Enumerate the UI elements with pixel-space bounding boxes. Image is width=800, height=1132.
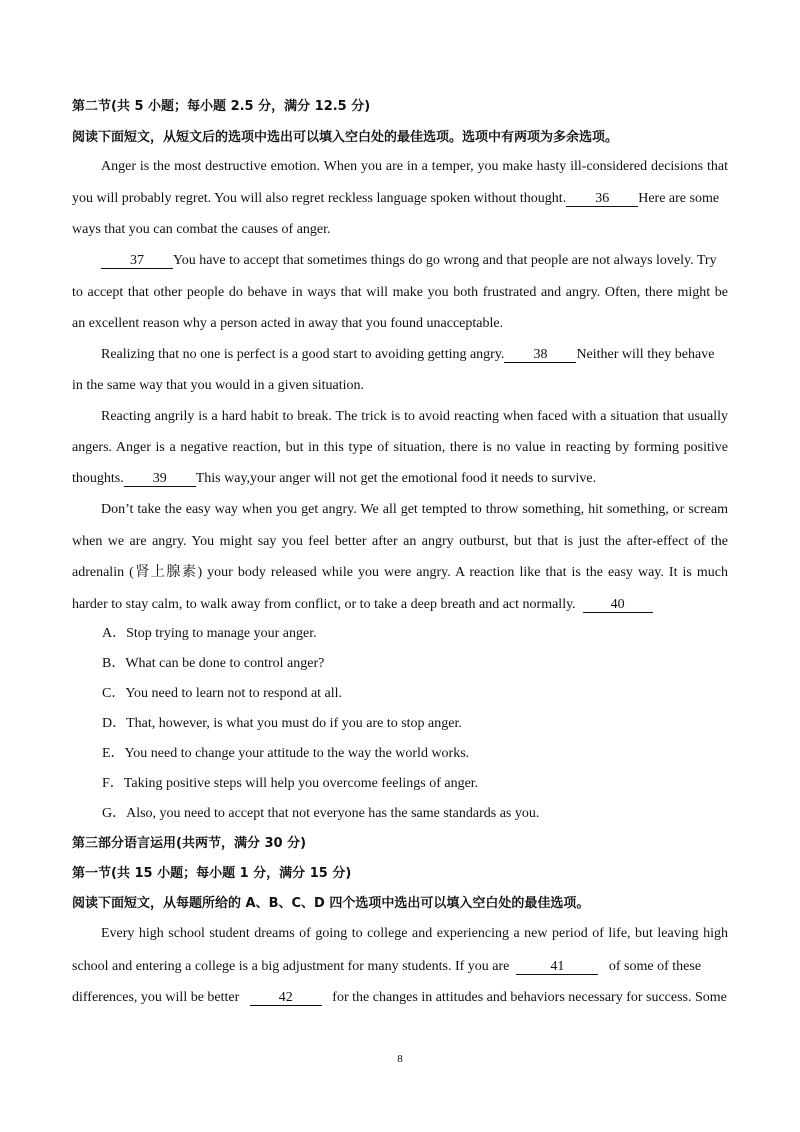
paragraph-line (72, 958, 728, 976)
paragraph-line: an excellent reason why a person acted in away that you found unacceptable. (72, 316, 504, 331)
text-span: thoughts. (72, 471, 124, 486)
blank-40[interactable]: 40 (583, 598, 653, 613)
paragraph-line: Don’t take the easy way when you get angry. We all get tempted to throw something, hit something, or scream (101, 502, 728, 517)
paragraph-line: ways that you can combat the causes of anger. (72, 222, 331, 237)
paragraph-line: Anger is the most destructive emotion. When you are in a temper, you make hasty ill-considered decisions that (101, 159, 728, 174)
option-g: G．Also, you need to accept that not everyone has the same standards as you. (102, 806, 540, 821)
text-span: This way,your anger will not get the emotional food it needs to survive. (195, 471, 597, 486)
blank-37[interactable]: 37 (101, 254, 173, 269)
paragraph-line (72, 252, 757, 270)
option-a: A．Stop trying to manage your anger. (102, 626, 317, 641)
paragraph-line: angers. Anger is a negative reaction, but in this type of situation, there is no value in reacting by forming positive (72, 440, 728, 455)
text-span: Realizing that no one is perfect is a good start to avoiding getting angry. (101, 347, 505, 362)
section-instruction: 阅读下面短文，从短文后的选项中选出可以填入空白处的最佳选项。选项中有两项为多余选项。 (72, 130, 619, 145)
option-d: D．That, however, is what you must do if you are to stop anger. (102, 716, 462, 731)
blank-41[interactable]: 41 (516, 960, 598, 975)
section-heading: 第二节(共 5 小题；每小题 2.5 分，满分 12.5 分) (72, 99, 371, 114)
part-heading: 第三部分语言运用(共两节，满分 30 分) (72, 836, 307, 851)
blank-38[interactable]: 38 (504, 348, 576, 363)
text-span: differences, you will be better (72, 990, 240, 1005)
paragraph-line (72, 470, 728, 488)
text-span: for the changes in attitudes and behaviors necessary for success. Some (332, 990, 727, 1005)
paragraph-line: when we are angry. You might say you feel better after an angry outburst, but that is just the after-effect of the (72, 534, 728, 549)
paragraph-line: adrenalin (肾上腺素) your body released while you were angry. A reaction like that is the easy way. It is much (72, 565, 728, 580)
paragraph-line: Every high school student dreams of going to college and experiencing a new period of life, but leaving high (101, 926, 728, 941)
blank-42[interactable]: 42 (250, 991, 322, 1006)
paragraph-line (72, 989, 728, 1007)
blank-39[interactable]: 39 (124, 472, 196, 487)
blank-36[interactable]: 36 (566, 192, 638, 207)
page-number: 8 (397, 1053, 403, 1065)
option-c: C．You need to learn not to respond at all. (102, 686, 343, 701)
paragraph-line (72, 346, 757, 364)
paragraph-line (72, 596, 728, 614)
paragraph-line (72, 190, 728, 208)
paragraph-line: in the same way that you would in a given situation. (72, 378, 365, 393)
text-span: of some of these (608, 959, 702, 974)
paragraph-line: to accept that other people do behave in ways that will make you both frustrated and angry. Often, there might be (72, 285, 728, 300)
text-span: Neither will they behave (576, 347, 715, 362)
text-span: you will probably regret. You will also regret reckless language spoken without thought. (72, 191, 567, 206)
text-span: harder to stay calm, to walk away from conflict, or to take a deep breath and act normally. (72, 597, 576, 612)
option-b: B．What can be done to control anger? (102, 656, 325, 671)
option-e: E．You need to change your attitude to the way the world works. (102, 746, 470, 761)
text-span: school and entering a college is a big adjustment for many students. If you are (72, 959, 510, 974)
paragraph-line: Reacting angrily is a hard habit to break. The trick is to avoid reacting when faced with a situation that usually (101, 409, 728, 424)
text-span: Here are some (638, 191, 720, 206)
option-f: F．Taking positive steps will help you overcome feelings of anger. (102, 776, 479, 791)
part-instruction: 阅读下面短文，从每题所给的 A、B、C、D 四个选项中选出可以填入空白处的最佳选项。 (72, 896, 590, 911)
text-span: You have to accept that sometimes things do go wrong and that people are not always lovely. Try (173, 253, 717, 268)
sub-heading: 第一节(共 15 小题；每小题 1 分，满分 15 分) (72, 866, 352, 881)
